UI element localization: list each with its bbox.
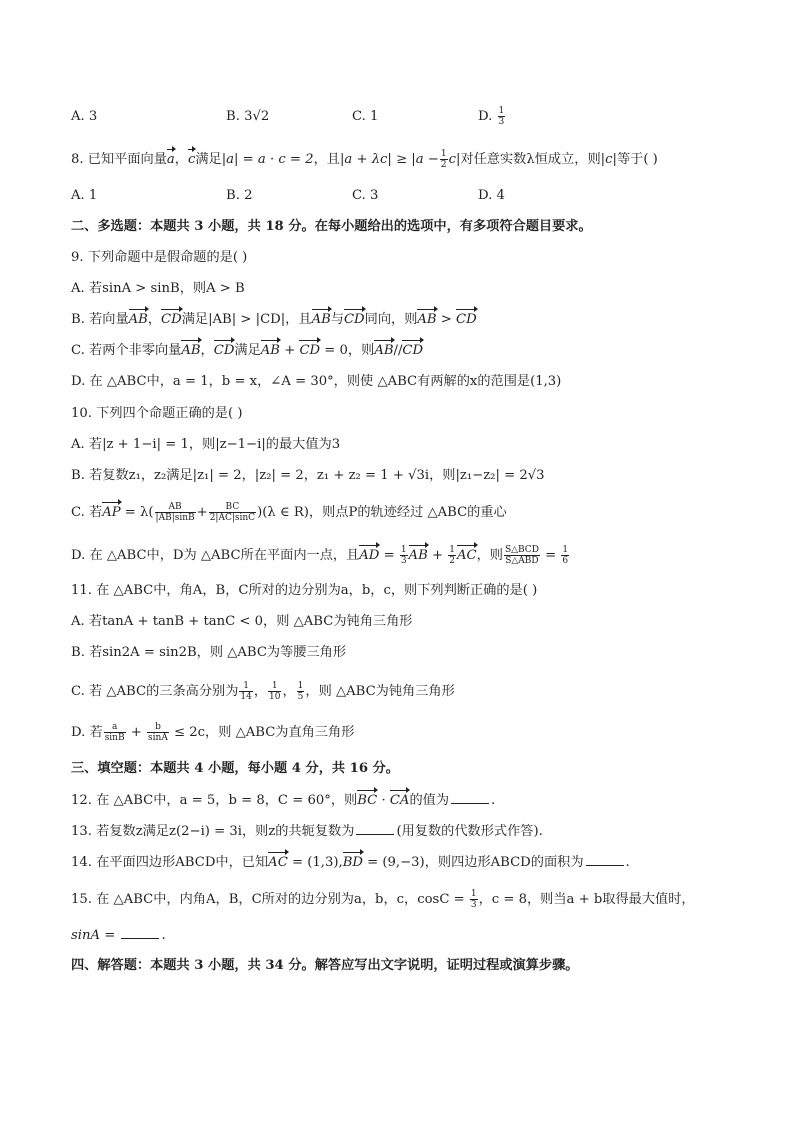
q11-c-end: ，则 △ABC为钝角三角形: [305, 684, 455, 699]
q8-ask: |c|: [600, 152, 617, 167]
q9-c-pre: C. 若两个非零向量: [71, 343, 182, 358]
q13-pre: 13. 若复数z满足z(2−i) = 3i，则z的共轭复数为: [71, 824, 355, 839]
q13-end: (用复数的代数形式作答).: [396, 824, 543, 839]
fraction-num: b: [147, 722, 169, 733]
fraction-den: 14: [240, 692, 252, 702]
q10-d-then: ，则: [476, 548, 503, 563]
q8-option-b: B. 2: [226, 188, 253, 203]
q9-c-mid3: = 0，则: [320, 343, 375, 358]
q9-c-mid2: +: [280, 343, 300, 358]
q8-option-d: D. 4: [478, 188, 505, 203]
q7-option-d-prefix: D.: [478, 109, 493, 124]
q8-stem-mid: 满足: [195, 152, 222, 167]
fraction-num: 1: [470, 889, 477, 899]
section-2-heading: 二、多选题：本题共 3 小题，共 18 分。在每小题给出的选项中，有多项符合题目要求。: [71, 219, 592, 234]
fraction-den: 6: [562, 556, 569, 566]
fraction-num: 1: [562, 545, 569, 555]
q15-pre: 15. 在 △ABC中，内角A，B，C所对的边分别为a，b，c，cosC =: [71, 892, 469, 907]
fraction: [209, 502, 256, 523]
q7-option-d: [478, 106, 506, 127]
fraction-den: 2: [449, 556, 455, 566]
answer-blank[interactable]: [356, 822, 394, 835]
q15-end: ，c = 8，则当a + b取得最大值时，: [478, 892, 695, 907]
fraction-num: 1: [239, 681, 252, 692]
section-4-heading: 四、解答题：本题共 3 小题，共 34 分。解答应写出文字说明，证明过程或演算步骤。: [71, 958, 579, 973]
q9-b-mid2: 与: [330, 312, 344, 327]
equals-sign: =: [540, 548, 561, 563]
fraction: [268, 681, 281, 702]
q9-option-b: B. 若向量AB，CD满足|AB| > |CD|，且AB与CD同向，则AB > CD: [71, 312, 477, 327]
fraction-den: 3: [470, 900, 477, 910]
vector-cd: CD: [343, 312, 365, 327]
fraction: [440, 149, 448, 170]
vector-ab: AB: [260, 343, 280, 358]
fraction-num: 1: [268, 681, 281, 692]
q8-inequality-tail: c|: [448, 152, 461, 167]
q11-option-a: A. 若tanA + tanB + tanC < 0，则 △ABC为钝角三角形: [71, 614, 413, 629]
q7-option-a: A. 3: [71, 109, 98, 124]
q7-option-b: B. 3√2: [226, 109, 270, 124]
answer-blank[interactable]: [121, 926, 159, 939]
q12-pre: 12. 在 △ABC中，a = 5，b = 8，C = 60°，则: [71, 793, 358, 808]
q14-period: .: [625, 855, 630, 870]
vector-ac: AC: [268, 855, 288, 870]
fraction-den: S△ABD: [505, 556, 539, 566]
q10-c-mid: = λ(: [120, 505, 154, 520]
q11-option-c: C. 若 △ABC的三条高分别为 $\frac{1}{14}$ ， $\frac{1}{10}$ ， $\frac{1}{5}$ ，则 △ABC为钝角三角形: [71, 681, 455, 702]
fraction: [147, 722, 169, 743]
q10-c-end: )(λ ∈ R)，则点P的轨迹经过 △ABC的重心: [257, 505, 507, 520]
plus-sign: +: [196, 505, 208, 520]
q11-c-pre: C. 若 △ABC的三条高分别为: [71, 684, 239, 699]
q9-stem: 9. 下列命题中是假命题的是( ): [71, 250, 248, 265]
fraction: [448, 545, 456, 566]
plus-sign: +: [427, 548, 448, 563]
q14-eq1: = (1,3),: [287, 855, 343, 870]
vector-ap: AP: [102, 505, 121, 520]
q10-option-b: B. 若复数z₁，z₂满足|z₁| = 2，|z₂| = 2，z₁ + z₂ = 1 + √3i，则|z₁−z₂| = 2√3: [71, 468, 545, 483]
q11-option-d: [71, 722, 354, 743]
q7-option-c: C. 1: [352, 109, 379, 124]
q8-stem-mid2: ，且: [313, 152, 340, 167]
fraction-num: 1: [498, 106, 505, 116]
q10-d-pre: D. 在 △ABC中，D为 △ABC所在平面内一点，且: [71, 548, 360, 563]
answer-blank[interactable]: [586, 853, 624, 866]
q9-b-end: >: [436, 312, 457, 327]
q9-b-pre: B. 若向量: [71, 312, 129, 327]
q10-stem: 10. 下列四个命题正确的是( ): [71, 406, 243, 421]
fraction-num: AB: [155, 502, 196, 513]
dot-sign: ·: [377, 793, 390, 808]
q15-line-2: [71, 926, 166, 945]
vector-cd: CD: [456, 312, 477, 327]
fraction-den: 5: [297, 692, 304, 702]
fraction-den: 3: [498, 117, 505, 127]
vector-cd: CD: [402, 343, 424, 358]
q9-b-mid3: 同向，则: [364, 312, 418, 327]
fraction-den: sinB: [104, 733, 125, 743]
fraction: [297, 681, 305, 702]
q8-stem-tail: 等于( ): [616, 152, 658, 167]
q8-stem: 8. 已知平面向量a，c满足|a| = a · c = 2，且|a + λc| ≥ |a − $\frac{1}{2}$ c|对任意实数λ恒成立，则|c|等于( ): [71, 149, 658, 170]
fraction: [239, 681, 252, 702]
vector-ab: AB: [417, 312, 437, 327]
plus-sign: +: [126, 725, 147, 740]
fraction-den: 3: [400, 556, 407, 566]
q8-inequality: |a + λc| ≥ |a −: [339, 152, 439, 167]
fraction-den: 10: [269, 692, 281, 702]
q11-stem: 11. 在 △ABC中，角A，B，C所对的边分别为a，b，c，则下列判断正确的是( ): [71, 583, 538, 598]
q10-option-a: A. 若|z + 1−i| = 1，则|z−1−i|的最大值为3: [71, 437, 341, 452]
q11-option-b: B. 若sin2A = sin2B，则 △ABC为等腰三角形: [71, 645, 347, 660]
fraction-num: 1: [400, 545, 407, 555]
fraction-num: a: [104, 722, 126, 733]
fraction: [504, 545, 540, 566]
fraction: [104, 722, 126, 743]
vector-ab: AB: [181, 343, 201, 358]
fraction: [498, 106, 506, 127]
q8-option-c: C. 3: [352, 188, 379, 203]
fraction-den: sinA: [148, 733, 168, 743]
vector-a: a: [166, 152, 175, 167]
vector-c: c: [187, 152, 196, 167]
answer-blank[interactable]: [451, 791, 489, 804]
fraction-num: 1: [440, 149, 447, 159]
vector-ab: AB: [311, 312, 331, 327]
q15-period: .: [161, 928, 166, 943]
fraction-num: BC: [209, 502, 256, 513]
fraction: [470, 889, 478, 910]
q8-stem-start: 8. 已知平面向量: [71, 152, 167, 167]
fraction-num: S△BCD: [504, 545, 539, 555]
fraction-den: 2|AC|sinC: [209, 513, 256, 523]
q10-option-d: [71, 545, 570, 566]
section-3-heading: 三、填空题：本题共 4 小题，每小题 4 分，共 16 分。: [71, 761, 399, 776]
vector-ac: AC: [456, 548, 477, 563]
q10-option-c: [71, 502, 507, 523]
q12-period: .: [491, 793, 496, 808]
fraction: [400, 545, 408, 566]
q9-option-c: C. 若两个非零向量AB，CD满足AB + CD = 0，则AB//CD: [71, 343, 424, 358]
q11-d-end: ≤ 2c，则 △ABC为直角三角形: [169, 725, 355, 740]
q13: [71, 822, 543, 841]
q11-d-pre: D. 若: [71, 725, 103, 740]
q14: [71, 853, 630, 872]
q9-c-mid: 满足: [234, 343, 261, 358]
fraction: [155, 502, 196, 523]
q8-stem-end: 对任意实数λ恒成立，则: [460, 152, 601, 167]
q8-eq1: |a| = a · c = 2: [221, 152, 314, 167]
fraction-num: 1: [297, 681, 304, 691]
q8-option-a: A. 1: [71, 188, 98, 203]
vector-bd: BD: [342, 855, 363, 870]
q9-b-mid: 满足|AB| > |CD|，且: [181, 312, 312, 327]
vector-ab: AB: [128, 312, 148, 327]
q12: [71, 791, 495, 810]
q15-line-1: [71, 889, 695, 910]
equals-sign: =: [379, 548, 399, 563]
vector-cd: CD: [299, 343, 321, 358]
q10-c-pre: C. 若: [71, 505, 103, 520]
vector-cd: CD: [161, 312, 182, 327]
fraction-num: 1: [449, 545, 455, 555]
vector-ad: AD: [359, 548, 380, 563]
vector-ab: AB: [408, 548, 428, 563]
q9-c-end: //: [393, 343, 403, 358]
q14-eq2: = (9,−3)，则四边形ABCD的面积为: [362, 855, 584, 870]
vector-ab: AB: [374, 343, 394, 358]
fraction: [561, 545, 569, 566]
vector-bc: BC: [357, 793, 378, 808]
q12-end: 的值为: [409, 793, 450, 808]
q15-line2-text: sinA =: [71, 928, 120, 943]
fraction-den: 2: [440, 160, 447, 170]
fraction-den: |AB|sinB: [155, 513, 195, 523]
q14-pre: 14. 在平面四边形ABCD中，已知: [71, 855, 269, 870]
vector-ca: CA: [389, 793, 410, 808]
vector-cd: CD: [213, 343, 235, 358]
q9-option-a: A. 若sinA > sinB，则A > B: [71, 281, 245, 296]
q9-option-d: D. 在 △ABC中，a = 1，b = x，∠A = 30°，则使 △ABC有两解的x的范围是(1,3): [71, 374, 562, 389]
